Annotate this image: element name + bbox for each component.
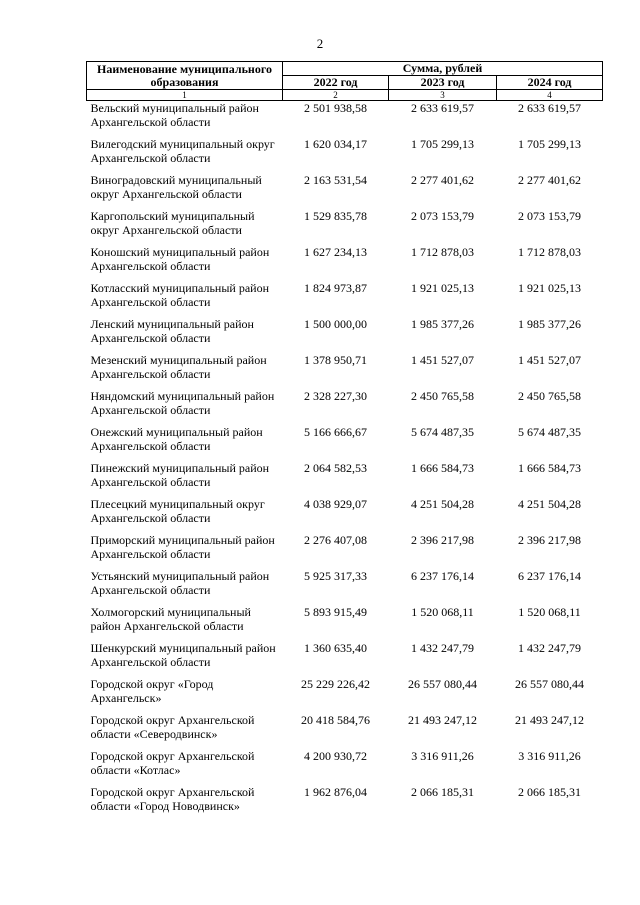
amount-2024-cell: 1 985 377,26 (518, 316, 581, 331)
table-row (87, 677, 603, 713)
table-row (87, 137, 603, 173)
municipality-name-cell: Холмогорский муниципальный район Архангельской области (90, 604, 251, 633)
amount-2024-cell: 1 451 527,07 (518, 352, 581, 367)
header-year-2023: 2023 год (389, 76, 497, 90)
municipality-name-cell: Приморский муниципальный район Архангельской области (90, 532, 275, 561)
municipality-name-cell: Ленский муниципальный район Архангельской области (90, 316, 254, 345)
municipality-name-cell: Городской округ «Город Архангельск» (90, 676, 214, 705)
amount-2022-cell: 25 229 226,42 (301, 676, 370, 691)
amount-2022-cell: 1 824 973,87 (304, 280, 367, 295)
table-row (87, 173, 603, 209)
header-name-column: Наименование муниципального образования (87, 62, 283, 90)
table-row (87, 713, 603, 749)
amount-2022-cell: 5 893 915,49 (304, 604, 367, 619)
table-row (87, 317, 603, 353)
budget-table (86, 61, 603, 821)
amount-2023-cell: 2 396 217,98 (411, 532, 474, 547)
amount-2023-cell: 2 450 765,58 (411, 388, 474, 403)
amount-2023-cell: 2 277 401,62 (411, 172, 474, 187)
table-row (87, 533, 603, 569)
amount-2023-cell: 5 674 487,35 (411, 424, 474, 439)
municipality-name-cell: Вилегодский муниципальный округ Архангельской области (90, 136, 275, 165)
amount-2022-cell: 2 501 938,58 (304, 101, 367, 115)
amount-2022-cell: 4 200 930,72 (304, 748, 367, 763)
table-row (87, 353, 603, 389)
table-row (87, 425, 603, 461)
amount-2022-cell: 5 925 317,33 (304, 568, 367, 583)
municipality-name-cell: Няндомский муниципальный район Архангельской области (90, 388, 275, 417)
municipality-name-cell: Онежский муниципальный район Архангельской области (90, 424, 263, 453)
table-row (87, 461, 603, 497)
municipality-name-cell: Пинежский муниципальный район Архангельской области (90, 460, 270, 489)
amount-2023-cell: 1 451 527,07 (411, 352, 474, 367)
amount-2022-cell: 1 620 034,17 (304, 136, 367, 151)
amount-2024-cell: 4 251 504,28 (518, 496, 581, 511)
amount-2022-cell: 2 163 531,54 (304, 172, 367, 187)
header-sum-column: Сумма, рублей (283, 62, 603, 76)
municipality-name-cell: Плесецкий муниципальный округ Архангельской области (90, 496, 265, 525)
amount-2023-cell: 1 520 068,11 (411, 604, 474, 619)
amount-2024-cell: 21 493 247,12 (515, 712, 584, 727)
amount-2022-cell: 20 418 584,76 (301, 712, 370, 727)
amount-2023-cell: 4 251 504,28 (411, 496, 474, 511)
column-number: 4 (497, 90, 603, 101)
municipality-name-cell: Городской округ Архангельской области «Котлас» (90, 748, 255, 777)
municipality-name-cell: Вельский муниципальный район Архангельской области (90, 101, 259, 129)
table-row (87, 101, 603, 137)
table-row (87, 497, 603, 533)
header-year-2022: 2022 год (283, 76, 389, 90)
amount-2022-cell: 2 276 407,08 (304, 532, 367, 547)
amount-2024-cell: 1 921 025,13 (518, 280, 581, 295)
column-number: 1 (87, 90, 283, 101)
amount-2024-cell: 2 396 217,98 (518, 532, 581, 547)
header-year-2024: 2024 год (497, 76, 603, 90)
amount-2023-cell: 1 985 377,26 (411, 316, 474, 331)
amount-2024-cell: 26 557 080,44 (515, 676, 584, 691)
amount-2022-cell: 1 962 876,04 (304, 784, 367, 799)
table-row (87, 281, 603, 317)
amount-2024-cell: 2 277 401,62 (518, 172, 581, 187)
amount-2024-cell: 1 432 247,79 (518, 640, 581, 655)
municipality-name-cell: Котласский муниципальный район Архангельской области (90, 280, 270, 309)
amount-2022-cell: 1 378 950,71 (304, 352, 367, 367)
amount-2022-cell: 2 064 582,53 (304, 460, 367, 475)
column-number: 3 (389, 90, 497, 101)
amount-2023-cell: 1 666 584,73 (411, 460, 474, 475)
amount-2023-cell: 2 633 619,57 (411, 101, 474, 115)
table-body (87, 101, 603, 821)
amount-2022-cell: 5 166 666,67 (304, 424, 367, 439)
amount-2023-cell: 1 432 247,79 (411, 640, 474, 655)
amount-2024-cell: 1 712 878,03 (518, 244, 581, 259)
municipality-name-cell: Устьянский муниципальный район Архангельской области (90, 568, 270, 597)
municipality-name-cell: Мезенский муниципальный район Архангельской области (90, 352, 267, 381)
amount-2022-cell: 1 529 835,78 (304, 208, 367, 223)
amount-2024-cell: 1 520 068,11 (518, 604, 581, 619)
table-row (87, 641, 603, 677)
table-row (87, 569, 603, 605)
table-row (87, 245, 603, 281)
table-row (87, 749, 603, 785)
municipality-name-cell: Городской округ Архангельской области «Город Новодвинск» (90, 784, 255, 813)
column-number: 2 (283, 90, 389, 101)
amount-2022-cell: 1 360 635,40 (304, 640, 367, 655)
table-row (87, 209, 603, 245)
page-number: 2 (316, 36, 324, 51)
amount-2023-cell: 1 921 025,13 (411, 280, 474, 295)
amount-2023-cell: 2 073 153,79 (411, 208, 474, 223)
amount-2024-cell: 6 237 176,14 (518, 568, 581, 583)
amount-2024-cell: 1 666 584,73 (518, 460, 581, 475)
municipality-name-cell: Городской округ Архангельской области «Северодвинск» (90, 712, 255, 741)
amount-2024-cell: 2 450 765,58 (518, 388, 581, 403)
amount-2023-cell: 1 705 299,13 (411, 136, 474, 151)
municipality-name-cell: Коношский муниципальный район Архангельской области (90, 244, 270, 273)
amount-2024-cell: 2 066 185,31 (518, 784, 581, 799)
amount-2022-cell: 4 038 929,07 (304, 496, 367, 511)
amount-2023-cell: 2 066 185,31 (411, 784, 474, 799)
amount-2024-cell: 3 316 911,26 (518, 748, 581, 763)
amount-2022-cell: 2 328 227,30 (304, 388, 367, 403)
municipality-name-cell: Виноградовский муниципальный округ Архангельской области (90, 172, 262, 201)
amount-2024-cell: 2 073 153,79 (518, 208, 581, 223)
table-row (87, 389, 603, 425)
amount-2024-cell: 5 674 487,35 (518, 424, 581, 439)
amount-2022-cell: 1 500 000,00 (304, 316, 367, 331)
table-row (87, 785, 603, 821)
amount-2023-cell: 1 712 878,03 (411, 244, 474, 259)
amount-2024-cell: 1 705 299,13 (518, 136, 581, 151)
amount-2023-cell: 21 493 247,12 (408, 712, 477, 727)
amount-2022-cell: 1 627 234,13 (304, 244, 367, 259)
amount-2023-cell: 26 557 080,44 (408, 676, 477, 691)
municipality-name-cell: Шенкурский муниципальный район Архангельской области (90, 640, 276, 669)
table-row (87, 605, 603, 641)
amount-2024-cell: 2 633 619,57 (518, 101, 581, 115)
municipality-name-cell: Каргопольский муниципальный округ Архангельской области (90, 208, 255, 237)
amount-2023-cell: 3 316 911,26 (411, 748, 474, 763)
amount-2023-cell: 6 237 176,14 (411, 568, 474, 583)
